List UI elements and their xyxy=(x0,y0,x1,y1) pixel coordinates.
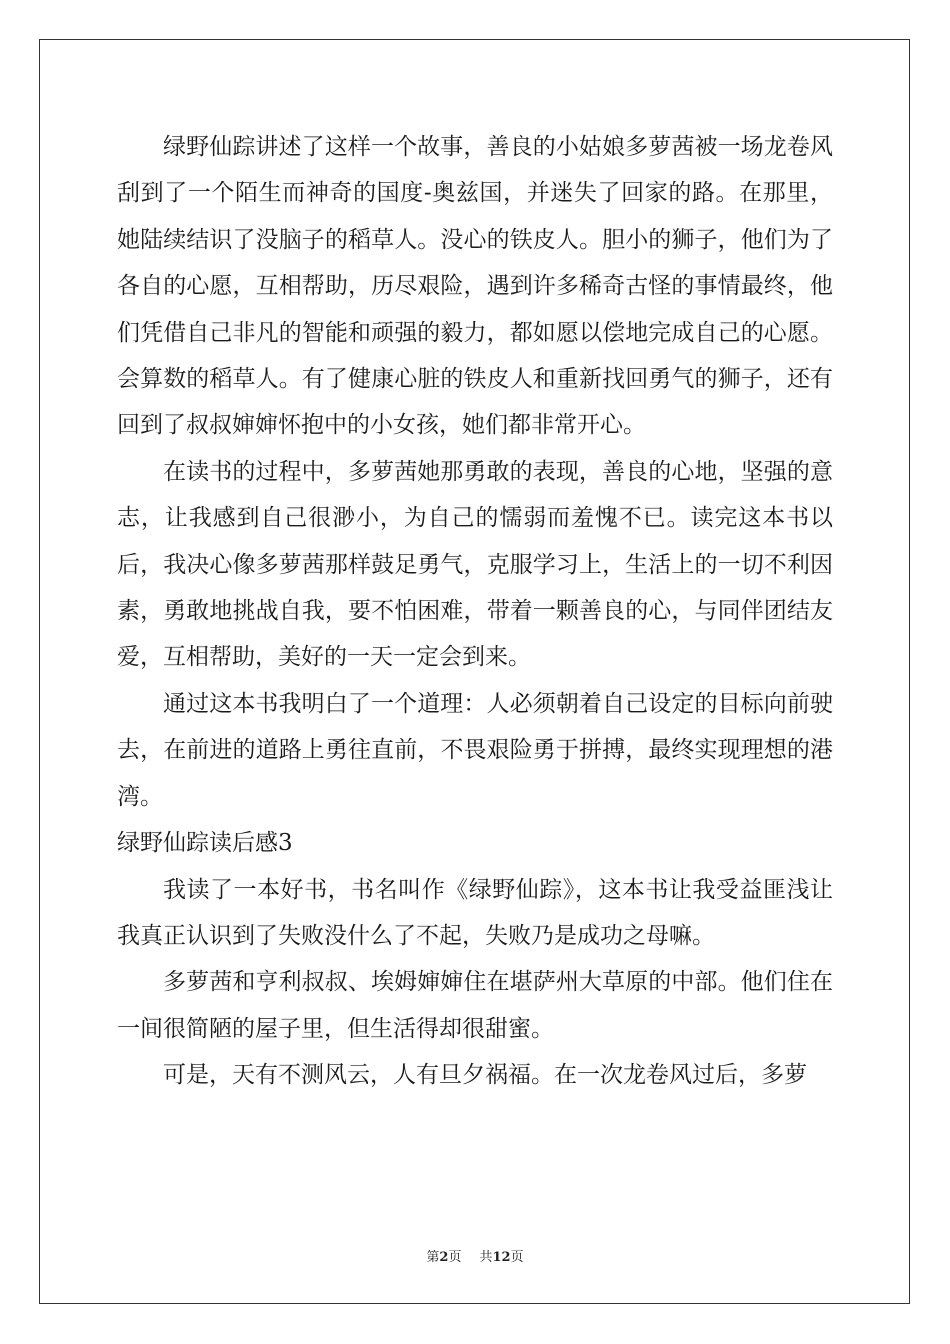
page-footer xyxy=(0,1249,950,1267)
section-heading: 绿野仙踪读后感3 xyxy=(117,830,293,857)
total-prefix: 共 xyxy=(479,1250,493,1265)
page-suffix: 页 xyxy=(448,1250,462,1265)
paragraph: 通过这本书我明白了一个道理：人必须朝着自己设定的目标向前驶去，在前进的道路上勇往直前，不畏艰险勇于拼搏，最终实现理想的港湾。 xyxy=(117,690,833,810)
paragraph: 我读了一本好书，书名叫作《绿野仙踪》，这本书让我受益匪浅让我真正认识到了失败没什么了不起，失败乃是成功之母嘛。 xyxy=(117,876,833,949)
paragraph: 在读书的过程中，多萝茜她那勇敢的表现，善良的心地，坚强的意志，让我感到自己很渺小，为自己的懦弱而羞愧不已。读完这本书以后，我决心像多萝茜那样鼓足勇气，克服学习上，生活上的一切不利因素，勇敢地挑战自我，要不怕困难，带着一颗善良的心，与同伴团结友爱，互相帮助，美好的一天一定会到来。 xyxy=(117,458,833,671)
paragraph: 绿野仙踪讲述了这样一个故事，善良的小姑娘多萝茜被一场龙卷风刮到了一个陌生而神奇的国度-奥兹国，并迷失了回家的路。在那里，她陆续结识了没脑子的稻草人。没心的铁皮人。胆小的狮子，他们为了各自的心愿，互相帮助，历尽艰险，遇到许多稀奇古怪的事情最终，他们凭借自己非凡的智能和顽强的毅力，都如愿以偿地完成自己的心愿。会算数的稻草人。有了健康心脏的铁皮人和重新找回勇气的狮子，还有回到了叔叔婶婶怀抱中的小女孩，她们都非常开心。 xyxy=(117,134,833,439)
paragraph: 多萝茜和亨利叔叔、埃姆婶婶住在堪萨州大草原的中部。他们住在一间很简陋的屋子里，但生活得却很甜蜜。 xyxy=(117,969,833,1042)
page-prefix: 第 xyxy=(426,1250,440,1265)
total-pages: 12 xyxy=(492,1250,511,1265)
document-body xyxy=(117,124,833,1099)
total-suffix: 页 xyxy=(510,1250,524,1265)
page-number: 2 xyxy=(439,1250,449,1265)
paragraph: 可是，天有不测风云，人有旦夕祸福。在一次龙卷风过后，多萝 xyxy=(163,1062,807,1089)
